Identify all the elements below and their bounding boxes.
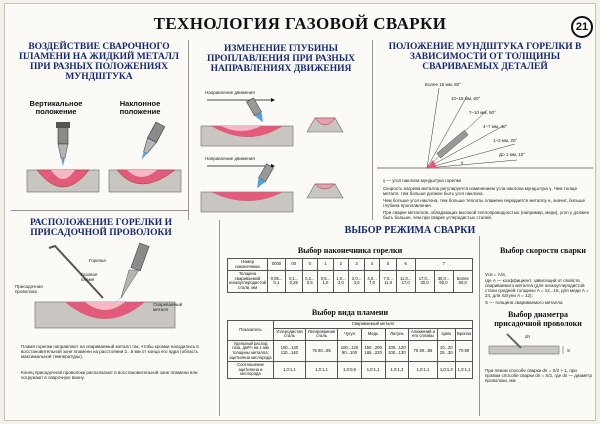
flame-cell: 1,0:1,1: [455, 362, 472, 379]
section3-text-1: Скорость нагрева металла регулируется изменением угла наклона мундштука γ. Чем толще металл, тем больше должен быть угол наклона.: [383, 186, 577, 196]
svg-text:γ: γ: [461, 160, 464, 165]
tip-thickness: 4,0... 7,0: [364, 271, 380, 292]
angle-label-0: Более 15 мм, 80°: [425, 82, 461, 87]
tip-number: 4: [364, 259, 380, 271]
flame-table: [227, 320, 473, 379]
tip-row1-label: Номер наконечника: [228, 259, 268, 271]
section3-text-3: При сварке металлов, обладающих высокой теплопроводностью (например, меди), угол γ должен быть больше, чем при сварке углеродистых сталей.: [383, 210, 590, 220]
tip-number: 2: [333, 259, 349, 271]
tip-thickness: Более 50,0: [453, 271, 473, 292]
label-metal: Свариваемый металл: [153, 302, 183, 312]
flame-header: Легированная сталь: [305, 328, 338, 340]
tip-thickness: 0,5... 1,0: [318, 271, 334, 292]
wire-d-label: dп: [525, 334, 530, 339]
flame-cell: 75 80...85: [409, 340, 437, 361]
angle-label-4: 1–3 мм, 20°: [493, 138, 518, 143]
divider-h1: [11, 210, 189, 211]
melting-depth-illustration-1: [201, 96, 293, 150]
flame-cell: 75 80...85: [305, 340, 338, 361]
angle-label-5: До 1 мм, 10°: [499, 152, 526, 157]
tip-number: 00: [285, 259, 302, 271]
tip-thickness: 1,0... 2,0: [333, 271, 349, 292]
tip-number: 0000: [268, 259, 286, 271]
divider-v4: [479, 236, 480, 416]
flame-cell: 1,0:1,1: [305, 362, 338, 379]
tip-thickness: 17,0... 30,0: [415, 271, 434, 292]
divider-v1: [188, 40, 189, 220]
tip-number: 7: [415, 259, 472, 271]
label-vertical: Вертикальное положение: [29, 99, 83, 116]
flame-cell: 10...20 25...30: [437, 340, 455, 361]
tip-thickness: 11,0... 17,0: [396, 271, 415, 292]
flame-cell: 1,0:1,1: [361, 362, 385, 379]
flame-row1-label: Удельный расход газа, дм³/ч на 1 мм толщины металла: ацетилена кислорода: [228, 340, 274, 361]
flame-header: Медь: [361, 328, 385, 340]
tip-number: 0: [302, 259, 318, 271]
divider-v2: [372, 40, 373, 220]
flame-cell: 1,0:1,1: [409, 362, 437, 379]
tip-number: 1: [318, 259, 334, 271]
flame-header: Бронза: [455, 328, 472, 340]
flame-table-title: Выбор вида пламени: [311, 308, 389, 317]
inclined-torch-illustration: [109, 122, 181, 202]
tip-thickness: 0,05... 0,1: [268, 271, 286, 292]
tip-number: 6: [396, 259, 415, 271]
gamma-caption: γ — угол наклона мундштука горелки: [383, 178, 462, 183]
section1-heading: ВОЗДЕЙСТВИЕ СВАРОЧНОГО ПЛАМЕНИ НА ЖИДКИЙ МЕТАЛЛ ПРИ РАЗНЫХ ПОЛОЖЕНИЯХ МУНДШТУКА: [19, 42, 179, 82]
speed-text-2: S — толщина свариваемого металла: [485, 300, 563, 305]
flame-cell: 1,0:1,3: [385, 362, 409, 379]
flame-header: Углеродистая сталь: [274, 328, 306, 340]
direction-label-1: Направление движения: [205, 90, 255, 95]
flame-cell: 100...120 90...100: [338, 340, 361, 361]
flame-cell: 100...120 100...130: [385, 340, 409, 361]
label-inclined: Наклонное положение: [119, 99, 161, 116]
tip-thickness: 0,2... 0,5: [302, 271, 318, 292]
wire-heading: Выбор диаметра присадочной проволоки: [494, 310, 582, 328]
flame-header: Чугун: [338, 328, 361, 340]
section2-heading: ИЗМЕНЕНИЕ ГЛУБИНЫ ПРОПЛАВЛЕНИЯ ПРИ РАЗНЫХ НАПРАВЛЕНИЯХ ДВИЖЕНИЯ: [206, 44, 356, 74]
label-flame: Газовое пламя: [81, 272, 98, 282]
divider-v3: [219, 220, 220, 416]
tip-table: [227, 258, 473, 293]
tip-table-title: Выбор наконечника горелки: [297, 246, 403, 255]
wire-text: При левом способе сварки dп = S/2 + 1, при правом способе сварки dп = S/2, где dп — диаметр проволоки, мм: [485, 368, 592, 383]
mode-heading: ВЫБОР РЕЖИМА СВАРКИ: [344, 225, 476, 236]
weld-section-icon-2: [305, 178, 345, 202]
speed-formula: Vсв = A/S,: [485, 272, 507, 277]
flame-header: Свариваемый металл: [274, 321, 473, 329]
flame-cell: 1,0:1,1: [274, 362, 306, 379]
label-torch: Горелка: [89, 258, 106, 263]
flame-header: Показатель: [228, 321, 274, 341]
flame-header: Цинк: [437, 328, 455, 340]
poster: [4, 3, 596, 421]
direction-label-2: Направление движения: [205, 156, 255, 161]
tip-thickness: 0,1... 0,25: [285, 271, 302, 292]
section4-note-1: Пламя горелки направляют на свариваемый металл так, чтобы кромки находились в восстановительной зоне пламени на расстоянии 2...6 мм от конца его ядра (область максимальной температуры).: [21, 344, 199, 359]
angle-fan-diagram: [377, 80, 593, 180]
melting-depth-illustration-2: [201, 162, 293, 216]
weld-section-icon: [305, 112, 345, 136]
flame-row2-label: Соотношение ацетилена и кислорода: [228, 362, 274, 379]
vertical-torch-illustration: [27, 122, 99, 202]
speed-text: где A — коэффициент, зависящий от свойств свариваемого металла (для низкоуглеродистой стали средней толщины A = 12...15, для меди A = 24, для латуни A = 12);: [485, 278, 589, 298]
flame-header: Латунь: [385, 328, 409, 340]
flame-cell: 1,0:0,9: [338, 362, 361, 379]
page-number: 21: [571, 16, 593, 38]
flame-cell: 100...120 110...140: [274, 340, 306, 361]
speed-heading: Выбор скорости сварки: [499, 246, 587, 255]
angle-label-2: 7–10 мм, 50°: [469, 110, 496, 115]
wire-s-label: S: [567, 348, 571, 353]
angle-label-3: 4–7 мм, 40°: [483, 124, 508, 129]
section3-text-2: Чем больше угол наклона, тем больше теплоты пламени передается металлу и, значит, больше глубина проплавления.: [383, 198, 586, 208]
tip-thickness: 7,0... 11,0: [380, 271, 397, 292]
section4-heading: РАСПОЛОЖЕНИЕ ГОРЕЛКИ И ПРИСАДОЧНОЙ ПРОВОЛОКИ: [30, 218, 172, 238]
tip-thickness: 30,0... 50,0: [434, 271, 453, 292]
section4-note-2: Конец присадочной проволоки располагают в восстановительной зоне пламени или погружают в сварочную ванну.: [21, 370, 198, 380]
flame-header: Алюминий и его сплавы: [409, 328, 437, 340]
tip-number: 5: [380, 259, 397, 271]
angle-label-1: 10–15 мм, 60°: [451, 96, 481, 101]
tip-number: 3: [349, 259, 365, 271]
flame-cell: 70 80: [455, 340, 472, 361]
flame-cell: 1,0:1,3: [437, 362, 455, 379]
flame-cell: 150...200 165...220: [361, 340, 385, 361]
tip-row2-label: Толщина свариваемой низкоуглеродистой стали, мм: [228, 271, 268, 292]
page-title: ТЕХНОЛОГИЯ ГАЗОВОЙ СВАРКИ: [153, 14, 447, 33]
label-filler: Присадочная проволока: [15, 284, 43, 294]
tip-thickness: 2,0... 4,0: [349, 271, 365, 292]
section3-heading: ПОЛОЖЕНИЕ МУНДШТУКА ГОРЕЛКИ В ЗАВИСИМОСТИ ОТ ТОЛЩИНЫ СВАРИВАЕМЫХ ДЕТАЛЕЙ: [388, 42, 582, 72]
